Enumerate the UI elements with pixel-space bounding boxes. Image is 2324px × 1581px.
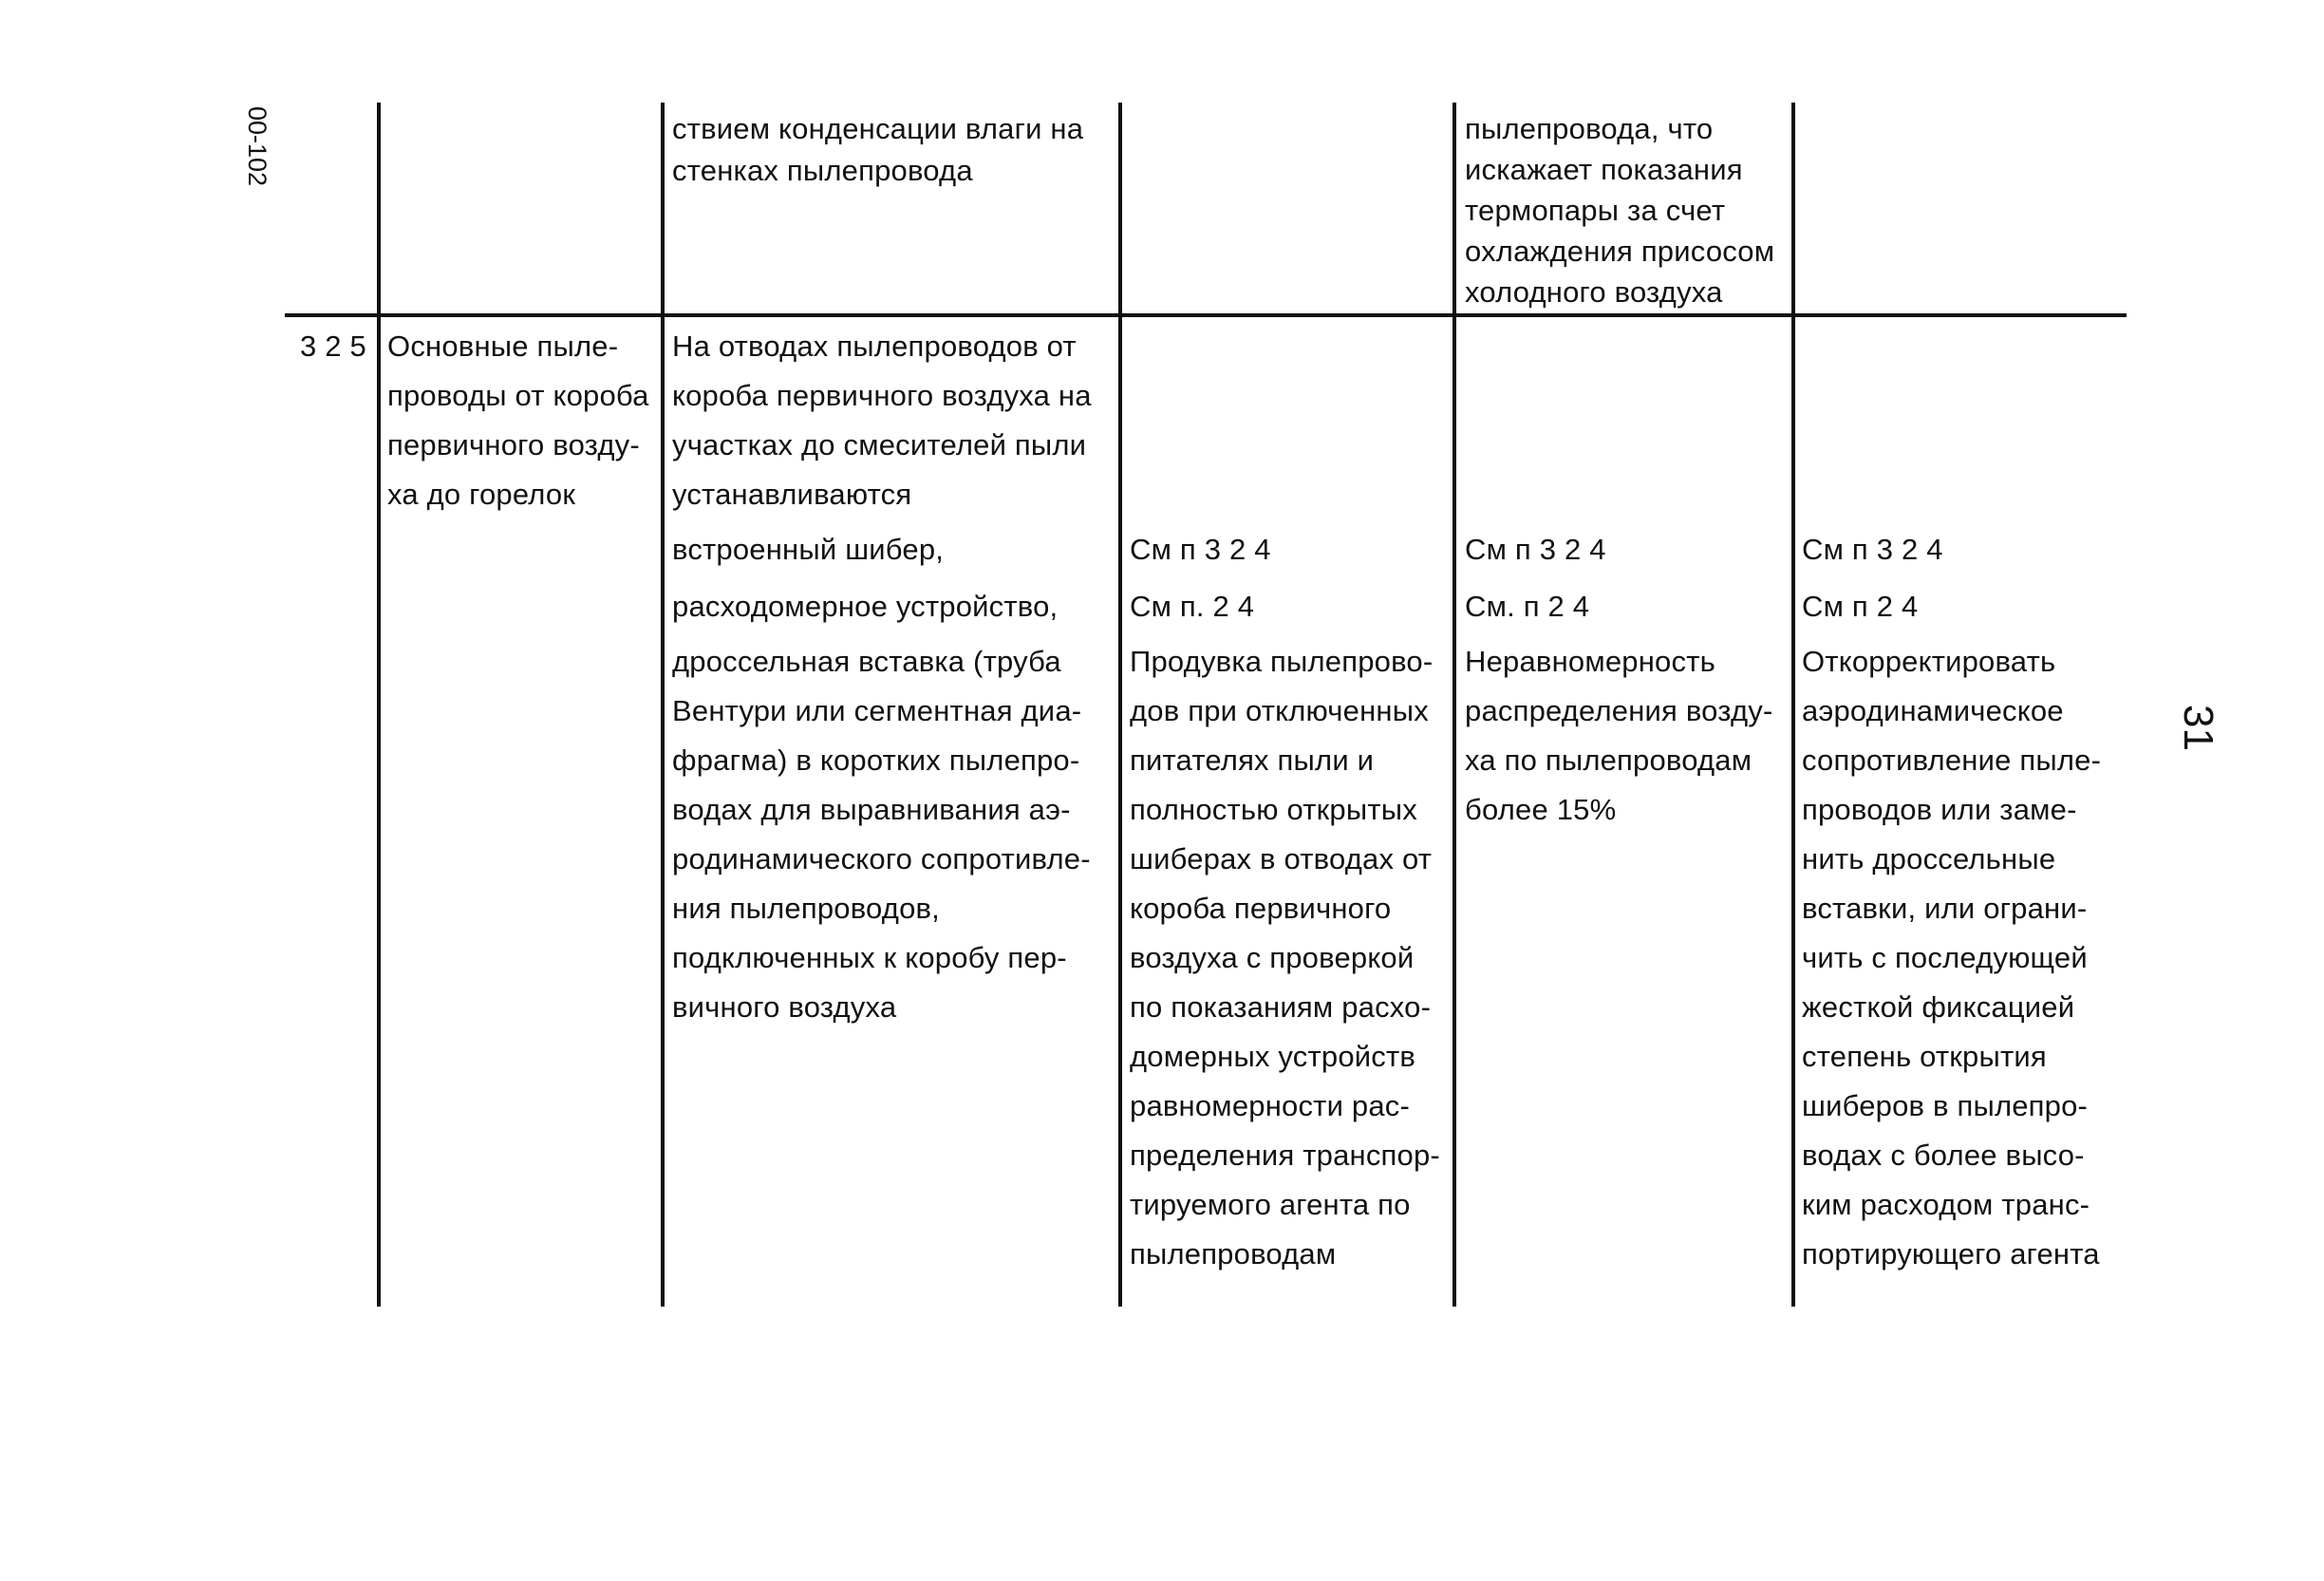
defect-line: ха по пылепроводам [1465,743,1752,777]
action-line: чить с последующей [1802,941,2088,974]
element-line: проводы от короба [387,379,649,412]
table-rule-col5-left [1791,103,1795,1307]
method-line: питателях пыли и [1130,743,1375,777]
table-rule-col3-left [1118,103,1122,1307]
cont-col3-line: ствием конденсации влаги на [672,112,1084,145]
method-line: См п 3 2 4 [1130,533,1271,566]
cont-col5-line: холодного воздуха [1465,275,1723,309]
cont-col5-line: искажает показания [1465,153,1743,186]
page-number: 31 [2175,705,2221,751]
requirement-line: вичного воздуха [672,990,897,1024]
requirement-line: родинамического сопротивле- [672,842,1091,875]
action-line: См п 3 2 4 [1802,533,1943,566]
intro-line: короба первичного воздуха на [672,379,1092,412]
method-line: пылепроводам [1130,1237,1337,1270]
defect-line: См п 3 2 4 [1465,533,1606,566]
requirement-line: подключенных к коробу пер- [672,941,1067,974]
action-line: сопротивление пыле- [1802,743,2102,777]
requirement-line: дроссельная вставка (труба [672,645,1061,678]
element-line: первичного возду- [387,428,640,461]
action-line: портирующего агента [1802,1237,2100,1270]
method-line: пределения транспор- [1130,1139,1440,1172]
action-line: проводов или заме- [1802,793,2077,826]
action-line: шиберов в пылепро- [1802,1089,2089,1122]
document-code: 00-102 [243,106,272,187]
requirement-line: водах для выравнивания аэ- [672,793,1071,826]
method-line: Продувка пылепрово- [1130,645,1434,678]
action-line: аэродинамическое [1802,694,2064,727]
method-line: воздуха с проверкой [1130,941,1415,974]
method-line: короба первичного [1130,892,1392,925]
method-line: по показаниям расхо- [1130,990,1432,1024]
method-line: равномерности рас- [1130,1089,1410,1122]
requirement-line: встроенный шибер, [672,533,945,566]
action-line: степень открытия [1802,1040,2047,1073]
method-line: домерных устройств [1130,1040,1416,1073]
cont-col3-line: стенках пылепровода [672,154,973,187]
table-rule-col1-left [377,103,381,1307]
table-row-divider [285,313,2127,317]
intro-line: участках до смесителей пыли [672,428,1087,461]
intro-line: На отводах пылепроводов от [672,329,1077,363]
action-line: жесткой фиксацией [1802,990,2075,1024]
method-line: шиберах в отводах от [1130,842,1433,875]
row-number: 3 2 5 [300,329,366,363]
method-line: полностью открытых [1130,793,1417,826]
element-line: Основные пыле- [387,329,619,363]
defect-line: более 15% [1465,793,1617,826]
defect-line: распределения возду- [1465,694,1773,727]
method-line: См п. 2 4 [1130,590,1255,623]
requirement-line: ния пылепроводов, [672,892,940,925]
action-line: водах с более высо- [1802,1139,2085,1172]
action-line: ким расходом транс- [1802,1188,2090,1221]
table-rule-col2-left [661,103,665,1307]
method-line: дов при отключенных [1130,694,1429,727]
cont-col5-line: пылепровода, что [1465,112,1714,145]
requirement-line: Вентури или сегментная диа- [672,694,1082,727]
cont-col5-line: охлаждения присосом [1465,235,1775,268]
element-line: ха до горелок [387,478,576,511]
action-line: нить дроссельные [1802,842,2056,875]
defect-line: Неравномерность [1465,645,1715,678]
intro-line: устанавливаются [672,478,912,511]
action-line: вставки, или ограни- [1802,892,2088,925]
action-line: Откорректировать [1802,645,2056,678]
cont-col5-line: термопары за счет [1465,194,1726,227]
action-line: См п 2 4 [1802,590,1919,623]
requirement-line: фрагма) в коротких пылепро- [672,743,1080,777]
defect-line: См. п 2 4 [1465,590,1590,623]
method-line: тируемого агента по [1130,1188,1411,1221]
table-rule-col4-left [1452,103,1456,1307]
requirement-line: расходомерное устройство, [672,590,1059,623]
